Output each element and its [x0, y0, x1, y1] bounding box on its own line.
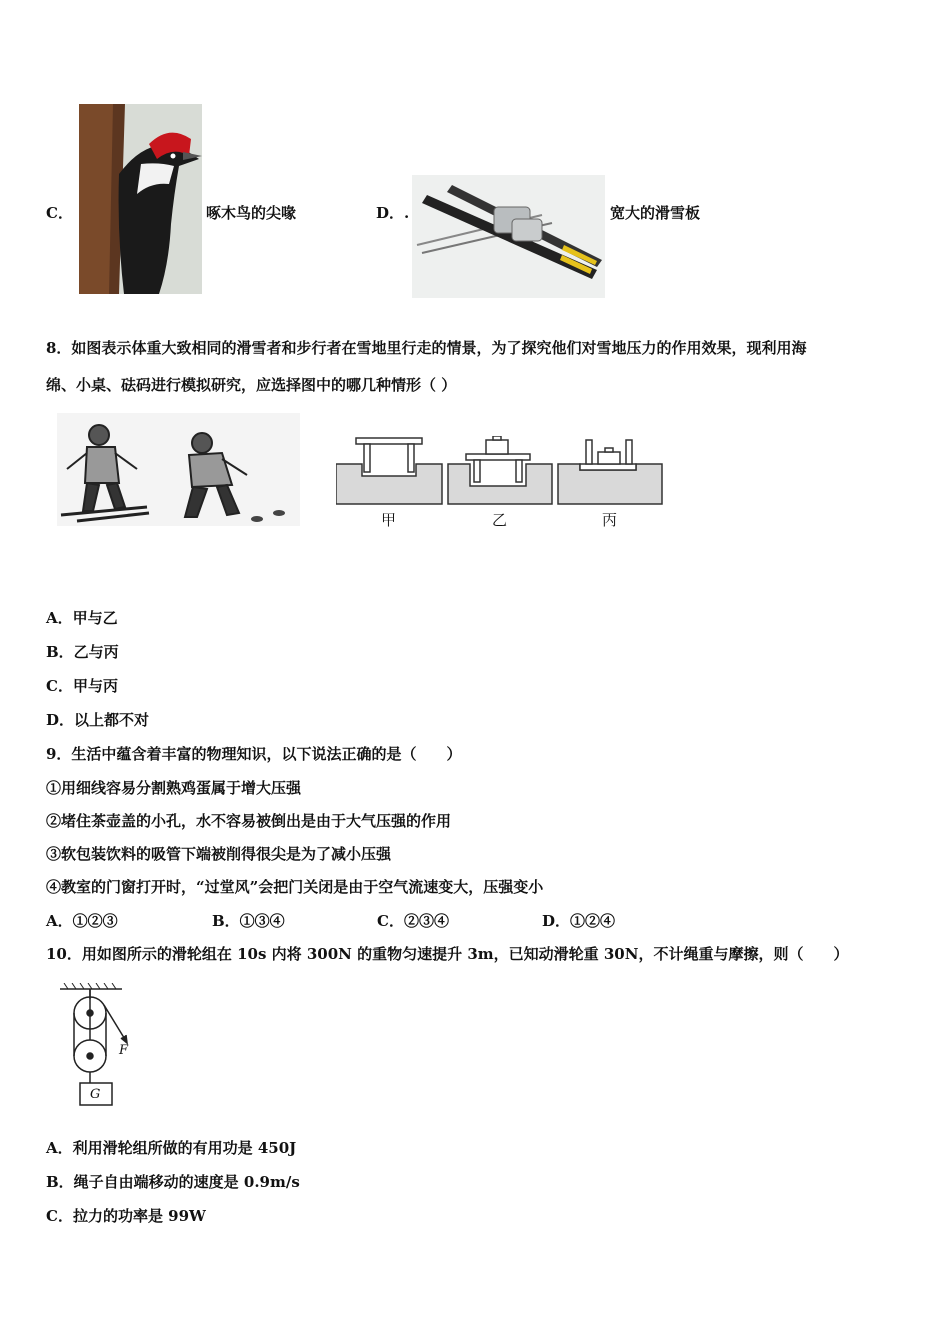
q10-option-b: B．绳子自由端移动的速度是 0.9m/s — [46, 1173, 300, 1191]
q8-stem-line2: 绵、小桌、砝码进行模拟研究，应选择图中的哪几种情形（ ） — [46, 376, 457, 394]
force-label: F — [119, 1043, 129, 1058]
option-c-text: 啄木鸟的尖喙 — [206, 204, 297, 222]
option-d-text: 宽大的滑雪板 — [610, 204, 701, 222]
q8-option-b: B．乙与丙 — [46, 643, 119, 661]
skis-image — [412, 175, 605, 298]
option-d-label: D．. — [376, 204, 410, 222]
option-c-label: C． — [46, 204, 73, 222]
q9-option-c: C．②③④ — [377, 912, 449, 930]
q9-option-b: B．①③④ — [212, 912, 285, 930]
q9-stem: 9．生活中蕴含着丰富的物理知识，以下说法正确的是（ ） — [46, 745, 462, 763]
q9-statement-1: ①用细线容易分割熟鸡蛋属于增大压强 — [46, 779, 302, 797]
q10-stem: 10．用如图所示的滑轮组在 10s 内将 300N 的重物匀速提升 3m，已知动滑轮重 30N，不计绳重与摩擦，则（ ） — [46, 945, 849, 963]
figure-label-yi: 乙 — [492, 511, 508, 529]
q8-stem-line1: 8．如图表示体重大致相同的滑雪者和步行者在雪地里行走的情景，为了探究他们对雪地压力的作用效果，现利用海 — [46, 339, 807, 357]
q10-option-a: A．利用滑轮组所做的有用功是 450J — [46, 1139, 297, 1157]
q10-option-c: C．拉力的功率是 99W — [46, 1207, 206, 1225]
figure-label-bing: 丙 — [602, 511, 618, 529]
q8-option-d: D．以上都不对 — [46, 711, 150, 729]
weight-label: G — [90, 1087, 101, 1102]
figure-label-jia: 甲 — [381, 511, 397, 529]
q9-statement-2: ②堵住茶壶盖的小孔，水不容易被倒出是由于大气压强的作用 — [46, 812, 452, 830]
q9-option-d: D．①②④ — [542, 912, 616, 930]
q8-option-c: C．甲与丙 — [46, 677, 118, 695]
woodpecker-image — [79, 104, 202, 294]
q9-statement-4: ④教室的门窗打开时，“过堂风”会把门关闭是由于空气流速变大，压强变小 — [46, 878, 544, 896]
q8-option-a: A．甲与乙 — [46, 609, 118, 627]
skier-walker-illustration — [57, 413, 300, 526]
q9-option-a: A．①②③ — [46, 912, 118, 930]
q9-statement-3: ③软包装饮料的吸管下端被削得很尖是为了减小压强 — [46, 845, 392, 863]
